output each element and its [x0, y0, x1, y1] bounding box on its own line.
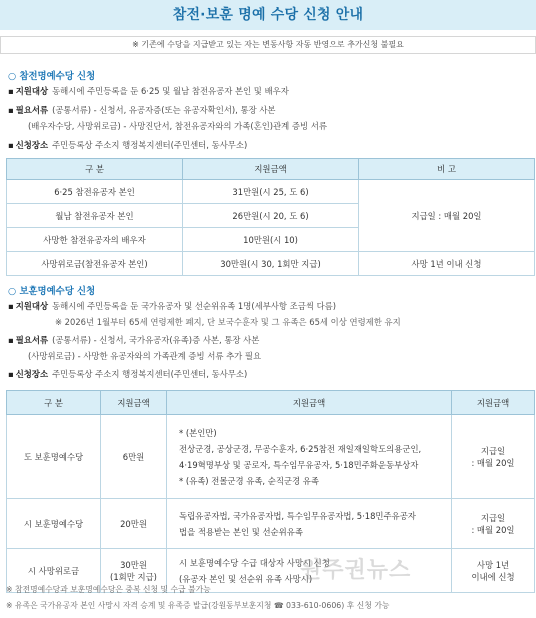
- note-line: 이내에 신청: [471, 571, 515, 582]
- place-label: 신청장소: [15, 369, 49, 379]
- row-category: 시 사망위로금: [7, 549, 101, 593]
- row-category: 월남 참전유공자 본인: [7, 204, 183, 228]
- veterans-allowance-table: [6, 158, 535, 276]
- docs-label: 필요서류: [15, 105, 49, 115]
- section1-target: [8, 85, 289, 97]
- target-line: 법을 적용받는 본인 및 선순위유족: [179, 526, 303, 537]
- title-banner: [0, 0, 536, 30]
- target-line: * (유족) 전몰군경 유족, 순직군경 유족: [179, 475, 319, 486]
- row-category: 도 보훈명예수당: [7, 415, 101, 499]
- footnote-1: ※ 참전명예수당과 보훈명예수당은 중복 신청 및 수급 불가능: [6, 585, 211, 594]
- bullet-icon: ▪: [8, 140, 14, 150]
- section2-place: [8, 368, 247, 380]
- place-label: 신청장소: [15, 140, 49, 150]
- page-title: 참전·보훈 명예 수당 신청 안내: [172, 7, 364, 23]
- header-target: 지원금액: [167, 391, 452, 415]
- table-header-row: [7, 159, 535, 180]
- bullet-icon: ▪: [8, 86, 14, 96]
- row-note: [452, 415, 535, 499]
- amount-line: 30만원: [120, 559, 147, 570]
- watermark: 원주권뉴스: [300, 558, 412, 583]
- row-note-payday: 지급일 : 매월 20일: [359, 180, 535, 252]
- row-category: 시 보훈명예수당: [7, 499, 101, 549]
- note-line: : 매월 20일: [471, 457, 515, 468]
- row-note: [452, 499, 535, 549]
- target-line: 4·19혁명부상 및 공로자, 특수임무유공자, 5·18민주화운동부상자: [179, 459, 419, 470]
- row-amount: 20만원: [101, 499, 167, 549]
- bullet-icon: ▪: [8, 369, 14, 379]
- place-text: 주민등록상 주소지 행정복지센터(주민센터, 동사무소): [52, 140, 248, 150]
- docs-text-1: (공통서류) - 신청서, 유공자증(또는 유공자확인서), 통장 사본: [52, 105, 276, 115]
- row-category: 6·25 참전유공자 본인: [7, 180, 183, 204]
- note-line: 지급일: [480, 512, 506, 523]
- bullet-icon: ▪: [8, 301, 14, 311]
- target-line: 독립유공자법, 국가유공자법, 특수임무유공자법, 5·18민주유공자: [179, 510, 416, 521]
- header-note: 비 고: [359, 159, 535, 180]
- docs-text-1: (공통서류) - 신청서, 국가유공자(유족)증 사본, 통장 사본: [52, 335, 260, 345]
- header-category: 구 분: [7, 159, 183, 180]
- row-note: [452, 549, 535, 593]
- section1-place: [8, 139, 247, 151]
- target-line: 시 보훈명예수당 수급 대상자 사망시 신청: [179, 557, 330, 568]
- place-text: 주민등록상 주소지 행정복지센터(주민센터, 동사무소): [52, 369, 248, 379]
- notice-box: ※ 기존에 수당을 지급받고 있는 자는 변동사항 자동 반영으로 추가신청 불필요: [0, 36, 536, 54]
- amount-line: (1회만 지급): [110, 571, 157, 582]
- target-label: 지원대상: [15, 301, 49, 311]
- target-line: * (본인만): [179, 427, 217, 438]
- target-text: 동해시에 주민등록을 둔 국가유공자 및 선순위유족 1명(세부사항 조금씩 다름): [52, 301, 337, 311]
- target-text: 동해시에 주민등록을 둔 6·25 및 월남 참전유공자 본인 및 배우자: [52, 86, 289, 96]
- header-amount: 지원금액: [183, 159, 359, 180]
- section2-docs-2: (사망위로금) - 사망한 유공자와의 가족관계 증빙 서류 추가 필요: [28, 351, 262, 361]
- section2-target-note: ※ 2026년 1월부터 65세 연령제한 폐지, 단 보국수훈자 및 그 유족은 65세 이상 연령제한 유지: [55, 317, 401, 327]
- section2-title: ○ 보훈명예수당 신청: [8, 286, 96, 297]
- row-category: 사망한 참전유공자의 배우자: [7, 228, 183, 252]
- row-target: [167, 415, 452, 499]
- section1-docs: [8, 104, 276, 116]
- section1-docs-2: (배우자수당, 사망위로금) - 사망진단서, 참전유공자와의 가족(혼인)관계 증빙 서류: [28, 121, 327, 131]
- header-amount: 지원금액: [101, 391, 167, 415]
- honor-allowance-table: [6, 390, 535, 593]
- row-target: [167, 499, 452, 549]
- section2-target: [8, 300, 336, 312]
- target-label: 지원대상: [15, 86, 49, 96]
- row-amount: 30만원(시 30, 1회만 지급): [183, 252, 359, 276]
- row-category: 사망위로금(참전유공자 본인): [7, 252, 183, 276]
- docs-label: 필요서류: [15, 335, 49, 345]
- bullet-icon: ▪: [8, 105, 14, 115]
- row-amount: 31만원(시 25, 도 6): [183, 180, 359, 204]
- footnote-2: ※ 유족은 국가유공자 본인 사망시 자격 승계 및 유족증 발급(강원동부보훈지청 ☎ 033-610-0606) 후 신청 가능: [6, 601, 390, 610]
- row-amount: 10만원(시 10): [183, 228, 359, 252]
- target-line: 전상군경, 공상군경, 무공수훈자, 6·25참전 재일재일학도의용군인,: [179, 443, 422, 454]
- section2-docs: [8, 334, 259, 346]
- row-amount: 6만원: [101, 415, 167, 499]
- row-amount: 26만원(시 20, 도 6): [183, 204, 359, 228]
- note-line: : 매월 20일: [471, 524, 515, 535]
- note-line: 사망 1년: [476, 559, 510, 570]
- note-line: 지급일: [480, 445, 506, 456]
- table-row: [7, 499, 535, 549]
- header-amount-2: 지원금액: [452, 391, 535, 415]
- target-line: (유공자 본인 및 선순위 유족 사망시): [179, 573, 313, 584]
- row-note: 사망 1년 이내 신청: [359, 252, 535, 276]
- table-row: [7, 415, 535, 499]
- bullet-icon: ▪: [8, 335, 14, 345]
- table-row: [7, 252, 535, 276]
- table-row: [7, 180, 535, 204]
- section1-title: ○ 참전명예수당 신청: [8, 71, 96, 82]
- table-header-row: [7, 391, 535, 415]
- header-category: 구 분: [7, 391, 101, 415]
